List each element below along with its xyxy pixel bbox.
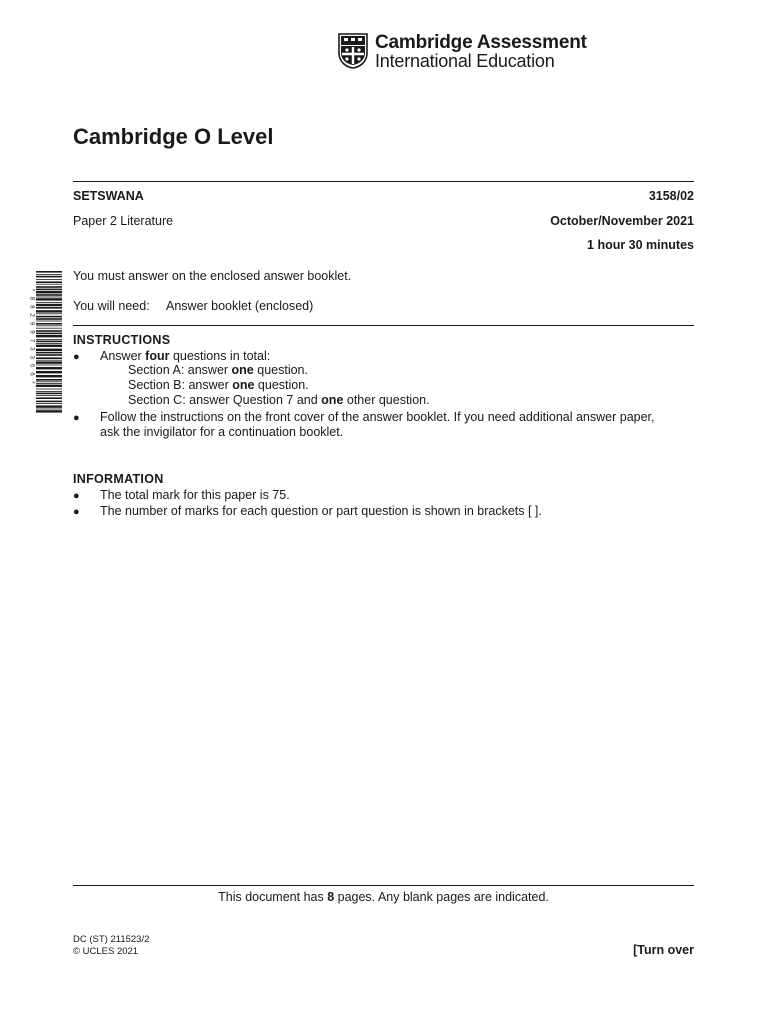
subject-name: SETSWANA <box>73 189 144 203</box>
barcode-bar <box>36 271 62 273</box>
barcode-bar <box>36 352 62 354</box>
barcode-bar <box>36 323 62 325</box>
footer-divider <box>73 885 694 886</box>
bullet-icon: ● <box>73 412 80 424</box>
paper-code: 3158/02 <box>648 189 694 203</box>
instruction-section-a: Section A: answer one question. <box>128 363 308 377</box>
you-will-need-value: Answer booklet (enclosed) <box>166 299 314 313</box>
bullet-icon: ● <box>73 351 80 363</box>
barcode-bar <box>36 328 62 329</box>
barcode-bar <box>36 357 62 359</box>
bullet-icon: ● <box>73 506 80 518</box>
barcode-bar <box>36 321 62 322</box>
barcode-bar <box>36 310 62 312</box>
barcode-bar <box>36 367 62 369</box>
instructions-heading: INSTRUCTIONS <box>73 333 171 347</box>
barcode-bar <box>36 385 62 387</box>
barcode-number: * 8 8 2 9 9 7 3 3 6 6 * <box>28 288 36 385</box>
instruction-follow-line2: ask the invigilator for a continuation booklet. <box>100 425 344 439</box>
instruction-section-b: Section B: answer one question. <box>128 378 309 392</box>
answer-note: You must answer on the enclosed answer booklet. <box>73 269 352 283</box>
instruction-follow-line1: Follow the instructions on the front cover of the answer booklet. If you need additional answer paper, <box>100 410 655 424</box>
barcode-bar <box>36 274 62 275</box>
cambridge-shield-icon <box>338 33 368 69</box>
copyright: © UCLES 2021 <box>73 946 139 957</box>
barcode-bar <box>36 284 62 285</box>
top-divider <box>73 181 694 182</box>
barcode-bar <box>36 405 62 407</box>
barcode-bar <box>36 341 62 343</box>
instructions-divider <box>73 325 694 326</box>
barcode-bar <box>36 361 62 363</box>
exam-duration: 1 hour 30 minutes <box>587 238 694 252</box>
barcode-bar <box>36 325 62 326</box>
barcode-bar <box>36 371 62 373</box>
barcode-bar <box>36 298 62 300</box>
barcode-bar <box>36 383 62 384</box>
barcode-bar <box>36 343 62 344</box>
barcode-bar <box>36 318 62 320</box>
barcode-bar <box>36 286 62 288</box>
barcode-bar <box>36 391 62 392</box>
barcode-bar <box>36 297 62 298</box>
bullet-icon: ● <box>73 490 80 502</box>
information-marks-brackets: The number of marks for each question or part question is shown in brackets [ ]. <box>100 504 542 518</box>
instruction-answer-four: Answer four questions in total: <box>100 349 271 363</box>
barcode-bar <box>36 375 62 377</box>
barcode-bar <box>36 401 62 403</box>
barcode-bar <box>36 330 62 332</box>
barcode-bar <box>36 409 62 410</box>
barcode-bar <box>36 393 62 395</box>
instruction-section-c: Section C: answer Question 7 and one other question. <box>128 393 430 407</box>
exam-session: October/November 2021 <box>550 214 694 228</box>
barcode-bar <box>36 395 62 396</box>
barcode-bar <box>36 276 62 278</box>
barcode-bar <box>36 349 62 351</box>
page-count-note: This document has 8 pages. Any blank pages are indicated. <box>218 890 549 904</box>
you-will-need-label: You will need: <box>73 299 150 313</box>
barcode-bar <box>36 313 62 314</box>
barcode-bar <box>36 360 62 361</box>
paper-title: Paper 2 Literature <box>73 214 174 228</box>
barcode-bar <box>36 345 62 347</box>
barcode-bar <box>36 389 62 390</box>
barcode-bar <box>36 279 62 280</box>
document-code: DC (ST) 211523/2 <box>73 934 150 945</box>
barcode-bar <box>36 304 62 306</box>
barcode-bar <box>36 397 62 399</box>
barcode-bar <box>36 381 62 382</box>
cambridge-logo <box>338 32 588 72</box>
page-title: Cambridge O Level <box>73 124 274 149</box>
barcode-bar <box>36 333 62 335</box>
barcode-bar <box>36 354 62 356</box>
barcode-bar <box>36 316 62 318</box>
barcode-bar <box>36 291 62 293</box>
barcode-bar <box>36 410 62 412</box>
barcode-bar <box>36 302 62 303</box>
barcode-bar <box>36 281 62 283</box>
barcode-bar <box>36 403 62 404</box>
information-heading: INFORMATION <box>73 472 164 486</box>
barcode-bar <box>36 365 62 366</box>
information-total-mark: The total mark for this paper is 75. <box>100 488 290 502</box>
barcode-bar <box>36 335 62 337</box>
turn-over-note: [Turn over <box>633 943 694 957</box>
logo-line2: International Education <box>375 51 555 71</box>
barcode-bar <box>36 339 62 340</box>
barcode-bar <box>36 307 62 309</box>
barcode-bar <box>36 289 62 291</box>
barcode-bar <box>36 294 62 296</box>
barcode-bar <box>36 379 62 381</box>
logo-line1: Cambridge Assessment <box>375 32 587 53</box>
